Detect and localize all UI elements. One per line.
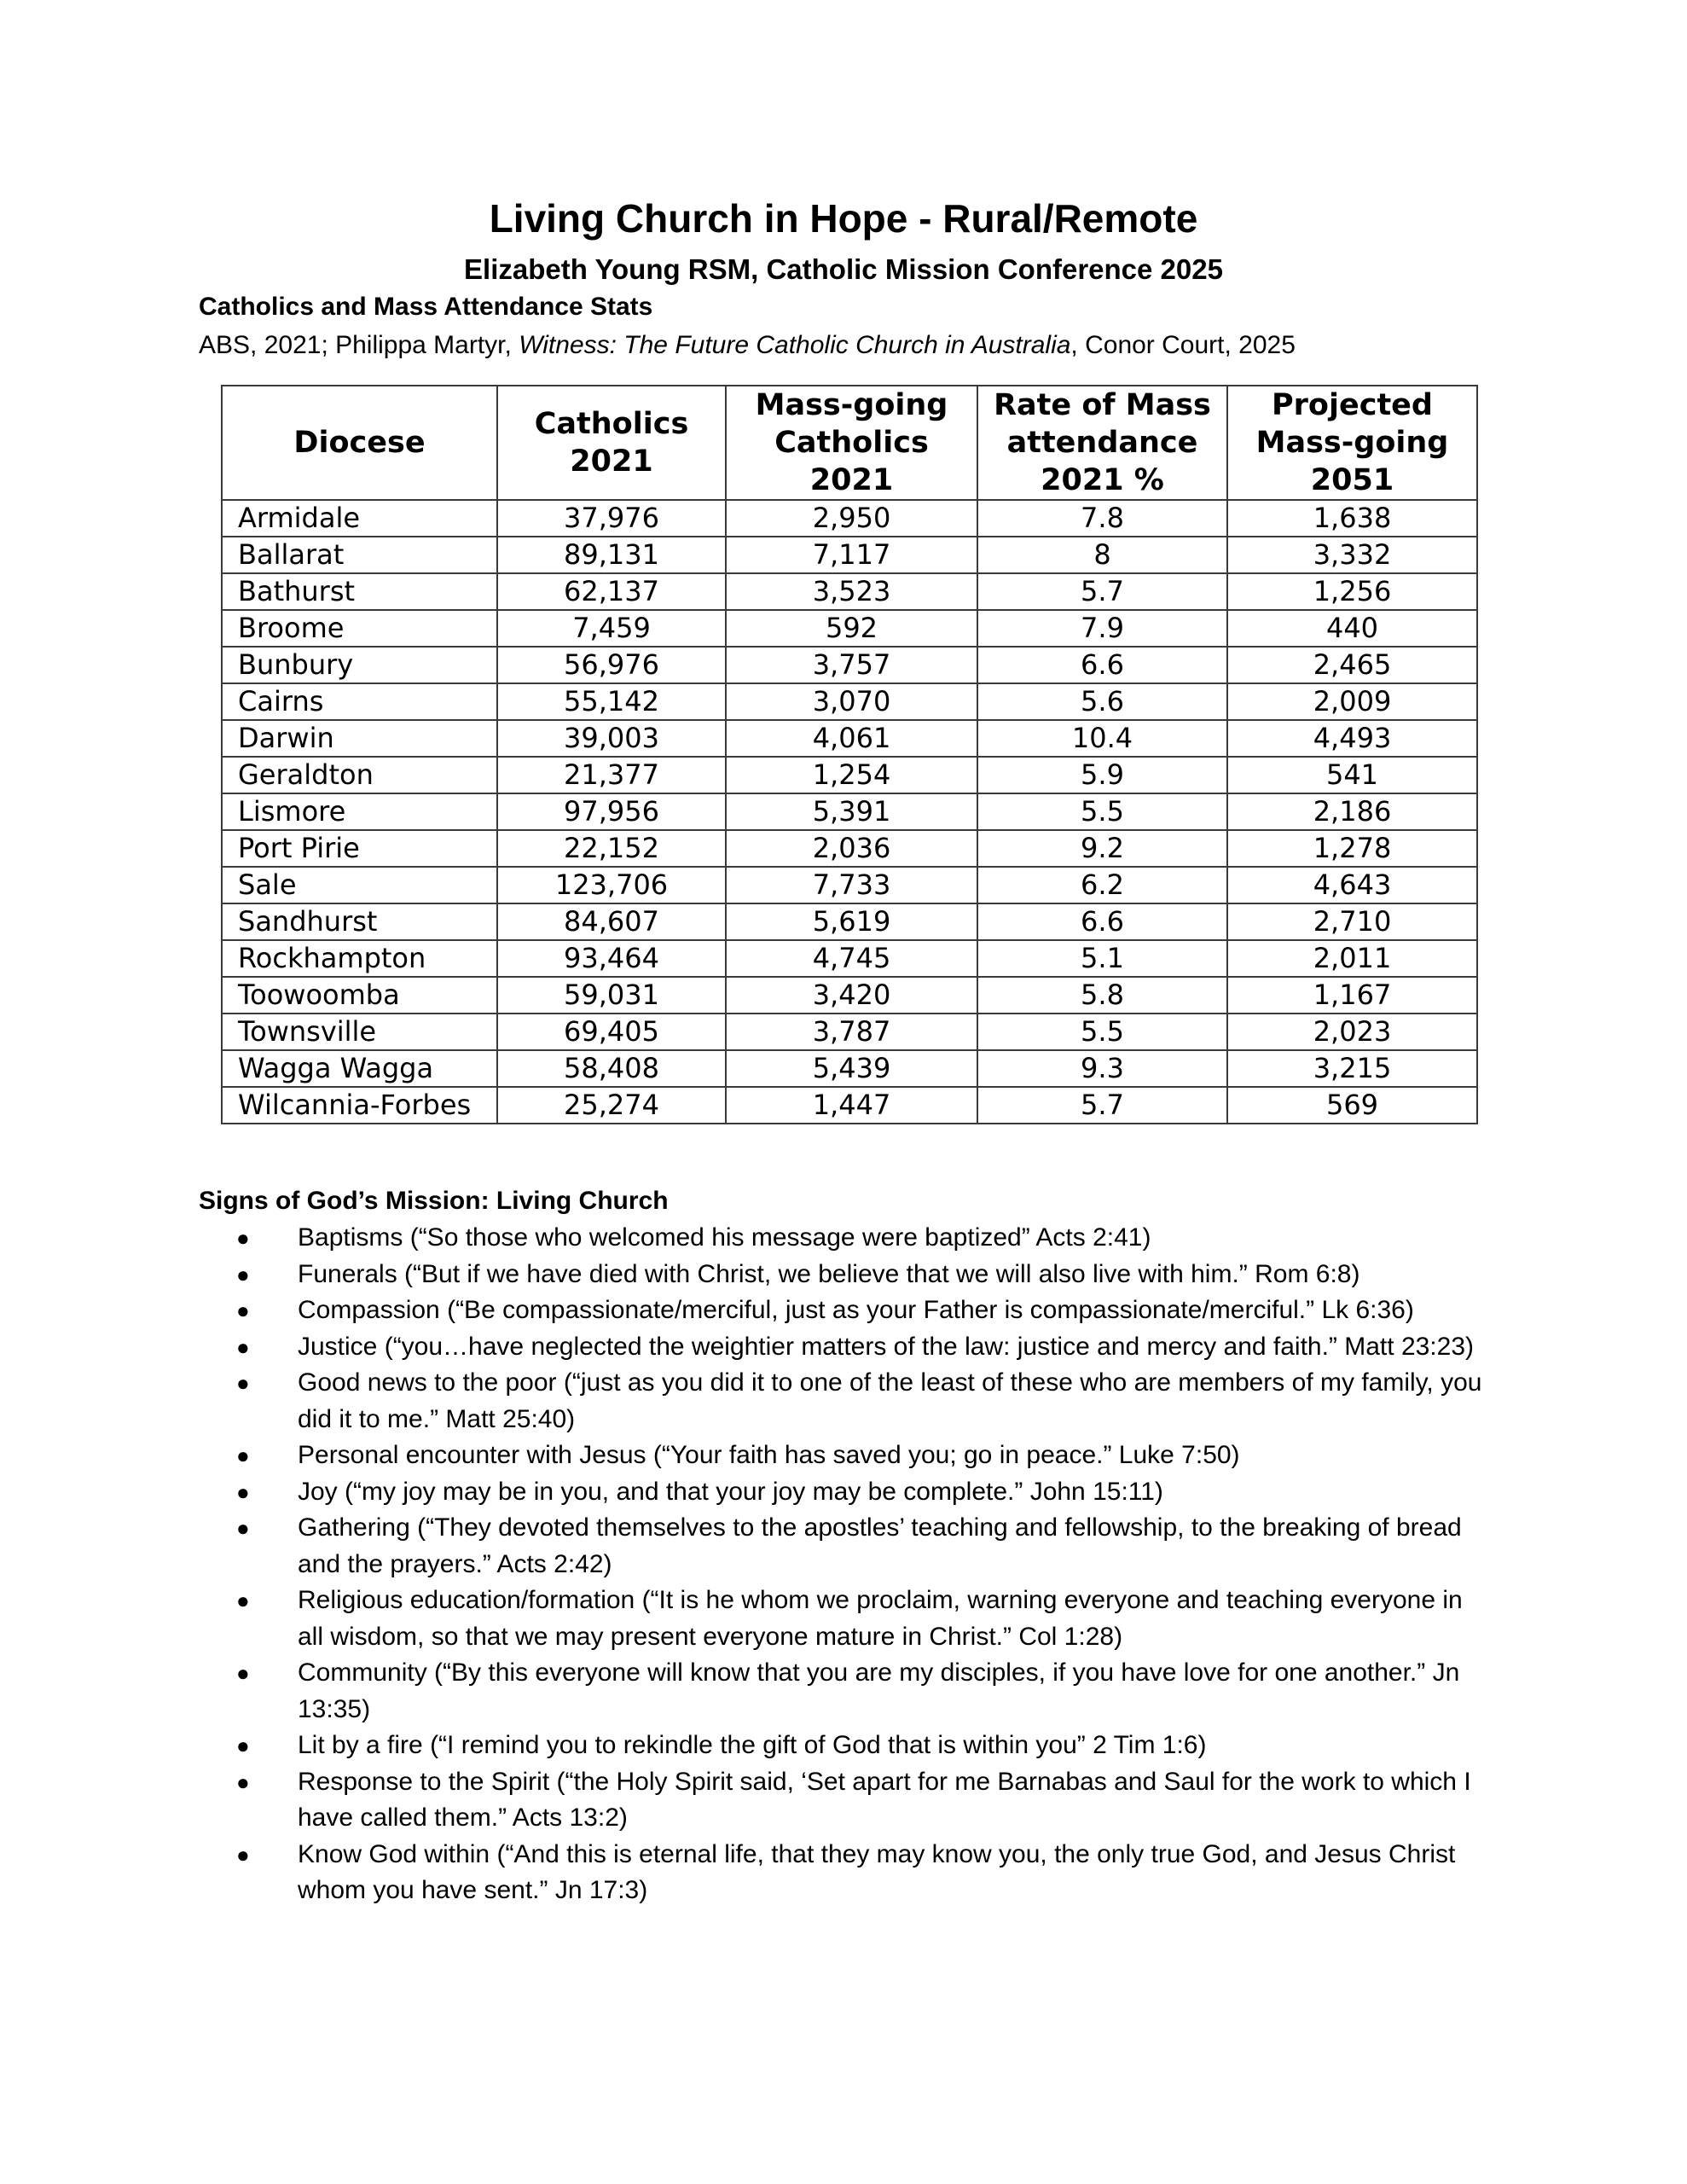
diocese-cell: Armidale [222, 500, 497, 537]
projected-cell: 1,256 [1227, 573, 1477, 610]
mass-going-cell: 3,420 [726, 977, 977, 1014]
mass-going-cell: 7,733 [726, 867, 977, 903]
list-item [199, 1365, 1495, 1438]
catholics-cell: 7,459 [497, 610, 726, 647]
mass-going-cell: 1,447 [726, 1087, 977, 1124]
rate-cell: 5.7 [977, 573, 1227, 610]
list-item [199, 1510, 1495, 1583]
diocese-cell: Cairns [222, 683, 497, 720]
table-row [222, 830, 1477, 867]
projected-cell: 2,186 [1227, 793, 1477, 830]
column-header-mass-going-2021: Mass-going Catholics 2021 [726, 386, 977, 500]
list-item-text: Personal encounter with Jesus (“Your faith has saved you; go in peace.” Luke 7:50) [298, 1441, 1240, 1469]
projected-cell: 4,493 [1227, 720, 1477, 757]
projected-cell: 3,332 [1227, 537, 1477, 573]
diocese-cell: Bunbury [222, 647, 497, 683]
mass-going-cell: 5,439 [726, 1050, 977, 1087]
column-header-projected-2051: Projected Mass-going 2051 [1227, 386, 1477, 500]
list-item-text: Baptisms (“So those who welcomed his message were baptized” Acts 2:41) [298, 1223, 1151, 1252]
catholics-cell: 89,131 [497, 537, 726, 573]
mission-signs-list [199, 1220, 1495, 1909]
table-row [222, 683, 1477, 720]
diocese-cell: Geraldton [222, 757, 497, 793]
list-item-text: Compassion (“Be compassionate/merciful, just as your Father is compassionate/merciful.” Lk 6:36) [298, 1296, 1414, 1324]
list-item [199, 1329, 1495, 1366]
mission-section-heading: Signs of God’s Mission: Living Church [199, 1187, 669, 1215]
bullet-icon: ● [236, 1298, 250, 1323]
rate-cell: 9.2 [977, 830, 1227, 867]
catholics-cell: 39,003 [497, 720, 726, 757]
mass-going-cell: 4,745 [726, 940, 977, 977]
table-row [222, 1014, 1477, 1050]
table-row [222, 1050, 1477, 1087]
bullet-icon: ● [236, 1660, 250, 1686]
rate-cell: 5.5 [977, 1014, 1227, 1050]
column-header-diocese: Diocese [222, 386, 497, 500]
rate-cell: 5.5 [977, 793, 1227, 830]
mass-going-cell: 1,254 [726, 757, 977, 793]
mass-going-cell: 3,757 [726, 647, 977, 683]
rate-cell: 8 [977, 537, 1227, 573]
catholics-cell: 69,405 [497, 1014, 726, 1050]
diocese-cell: Ballarat [222, 537, 497, 573]
mass-going-cell: 592 [726, 610, 977, 647]
catholics-cell: 93,464 [497, 940, 726, 977]
list-item-text: Justice (“you…have neglected the weightier matters of the law: justice and mercy and faith.” Matt 23:23) [298, 1332, 1475, 1361]
mass-going-cell: 2,950 [726, 500, 977, 537]
list-item-text: Funerals (“But if we have died with Christ, we believe that we will also live with him.” Rom 6:8) [298, 1259, 1360, 1288]
rate-cell: 6.6 [977, 647, 1227, 683]
mass-going-cell: 5,391 [726, 793, 977, 830]
table-body [222, 500, 1477, 1124]
rate-cell: 6.2 [977, 867, 1227, 903]
column-header-catholics-2021: Catholics 2021 [497, 386, 726, 500]
rate-cell: 7.9 [977, 610, 1227, 647]
rate-cell: 5.9 [977, 757, 1227, 793]
diocese-cell: Port Pirie [222, 830, 497, 867]
catholics-cell: 25,274 [497, 1087, 726, 1124]
projected-cell: 1,278 [1227, 830, 1477, 867]
list-item [199, 1257, 1495, 1293]
catholics-cell: 56,976 [497, 647, 726, 683]
list-item [199, 1583, 1495, 1655]
diocese-cell: Toowoomba [222, 977, 497, 1014]
diocese-cell: Darwin [222, 720, 497, 757]
table-row [222, 793, 1477, 830]
catholics-cell: 55,142 [497, 683, 726, 720]
catholics-cell: 62,137 [497, 573, 726, 610]
list-item-text: Community (“By this everyone will know that you are my disciples, if you have love for one another.” Jn 13:35) [298, 1658, 1460, 1723]
page-title: Living Church in Hope - Rural/Remote [489, 196, 1198, 241]
table-row [222, 573, 1477, 610]
catholics-cell: 22,152 [497, 830, 726, 867]
table-row [222, 720, 1477, 757]
list-item-text: Response to the Spirit (“the Holy Spirit said, ‘Set apart for me Barnabas and Saul for the work to which I have called them.” Acts 13:2) [298, 1767, 1471, 1832]
page-subtitle: Elizabeth Young RSM, Catholic Mission Conference 2025 [464, 253, 1223, 285]
list-item-text: Religious education/formation (“It is he whom we proclaim, warning everyone and teaching everyone in all wisdom, so that we may present everyone mature in Christ.” Col 1:28) [298, 1586, 1463, 1651]
rate-cell: 5.1 [977, 940, 1227, 977]
rate-cell: 10.4 [977, 720, 1227, 757]
projected-cell: 1,167 [1227, 977, 1477, 1014]
projected-cell: 541 [1227, 757, 1477, 793]
diocese-cell: Broome [222, 610, 497, 647]
list-item [199, 1655, 1495, 1728]
bullet-icon: ● [236, 1261, 250, 1287]
mass-going-cell: 7,117 [726, 537, 977, 573]
list-item [199, 1837, 1495, 1909]
mass-going-cell: 5,619 [726, 903, 977, 940]
table-row [222, 610, 1477, 647]
list-item-text: Lit by a fire (“I remind you to rekindle the gift of God that is within you” 2 Tim 1:6) [298, 1731, 1207, 1759]
projected-cell: 2,465 [1227, 647, 1477, 683]
bullet-icon: ● [236, 1370, 250, 1396]
list-item [199, 1438, 1495, 1474]
diocese-cell: Townsville [222, 1014, 497, 1050]
bullet-icon: ● [236, 1333, 250, 1360]
rate-cell: 5.7 [977, 1087, 1227, 1124]
bullet-icon: ● [236, 1478, 250, 1505]
bullet-icon: ● [236, 1443, 250, 1468]
mass-attendance-table [221, 385, 1478, 1124]
projected-cell: 440 [1227, 610, 1477, 647]
catholics-cell: 59,031 [497, 977, 726, 1014]
mass-going-cell: 3,787 [726, 1014, 977, 1050]
rate-cell: 6.6 [977, 903, 1227, 940]
catholics-cell: 84,607 [497, 903, 726, 940]
table-row [222, 647, 1477, 683]
catholics-cell: 123,706 [497, 867, 726, 903]
bullet-icon: ● [236, 1515, 250, 1541]
table-row [222, 1087, 1477, 1124]
projected-cell: 3,215 [1227, 1050, 1477, 1087]
source-book-title: Witness: The Future Catholic Church in Australia [519, 331, 1071, 359]
rate-cell: 9.3 [977, 1050, 1227, 1087]
projected-cell: 2,710 [1227, 903, 1477, 940]
projected-cell: 2,023 [1227, 1014, 1477, 1050]
list-item-text: Joy (“my joy may be in you, and that your joy may be complete.” John 15:11) [298, 1477, 1163, 1506]
catholics-cell: 58,408 [497, 1050, 726, 1087]
table-row [222, 757, 1477, 793]
diocese-cell: Sandhurst [222, 903, 497, 940]
catholics-cell: 97,956 [497, 793, 726, 830]
list-item [199, 1728, 1495, 1764]
diocese-cell: Wilcannia-Forbes [222, 1087, 497, 1124]
projected-cell: 4,643 [1227, 867, 1477, 903]
rate-cell: 5.8 [977, 977, 1227, 1014]
list-item-text: Good news to the poor (“just as you did it to one of the least of these who are members of my family, you did it to me.” Matt 25:40) [298, 1368, 1482, 1433]
projected-cell: 2,011 [1227, 940, 1477, 977]
bullet-icon: ● [236, 1841, 250, 1867]
table-row [222, 940, 1477, 977]
table-header-row [222, 386, 1477, 500]
list-item [199, 1220, 1495, 1257]
diocese-cell: Rockhampton [222, 940, 497, 977]
bullet-icon: ● [236, 1733, 250, 1758]
projected-cell: 2,009 [1227, 683, 1477, 720]
source-citation [199, 328, 1296, 363]
table-row [222, 977, 1477, 1014]
catholics-cell: 21,377 [497, 757, 726, 793]
projected-cell: 569 [1227, 1087, 1477, 1124]
column-header-attendance-rate: Rate of Mass attendance 2021 % [977, 386, 1227, 500]
bullet-icon: ● [236, 1225, 250, 1251]
catholics-cell: 37,976 [497, 500, 726, 537]
rate-cell: 7.8 [977, 500, 1227, 537]
rate-cell: 5.6 [977, 683, 1227, 720]
stats-section-heading: Catholics and Mass Attendance Stats [199, 293, 653, 321]
list-item [199, 1292, 1495, 1329]
list-item [199, 1474, 1495, 1511]
table-row [222, 867, 1477, 903]
table-row [222, 537, 1477, 573]
list-item-text: Gathering (“They devoted themselves to the apostles’ teaching and fellowship, to the breaking of bread and the prayers.” Acts 2:42) [298, 1513, 1462, 1578]
bullet-icon: ● [236, 1588, 250, 1613]
table-row [222, 903, 1477, 940]
table-row [222, 500, 1477, 537]
source-prefix: ABS, 2021; Philippa Martyr, [199, 331, 519, 359]
diocese-cell: Lismore [222, 793, 497, 830]
mass-going-cell: 3,070 [726, 683, 977, 720]
diocese-cell: Wagga Wagga [222, 1050, 497, 1087]
mass-going-cell: 4,061 [726, 720, 977, 757]
list-item [199, 1764, 1495, 1837]
diocese-cell: Sale [222, 867, 497, 903]
mass-going-cell: 3,523 [726, 573, 977, 610]
source-suffix: , Conor Court, 2025 [1070, 331, 1296, 359]
diocese-cell: Bathurst [222, 573, 497, 610]
projected-cell: 1,638 [1227, 500, 1477, 537]
bullet-icon: ● [236, 1769, 250, 1795]
mass-going-cell: 2,036 [726, 830, 977, 867]
list-item-text: Know God within (“And this is eternal life, that they may know you, the only true God, and Jesus Christ whom you have sent.” Jn 17:3) [298, 1839, 1456, 1904]
